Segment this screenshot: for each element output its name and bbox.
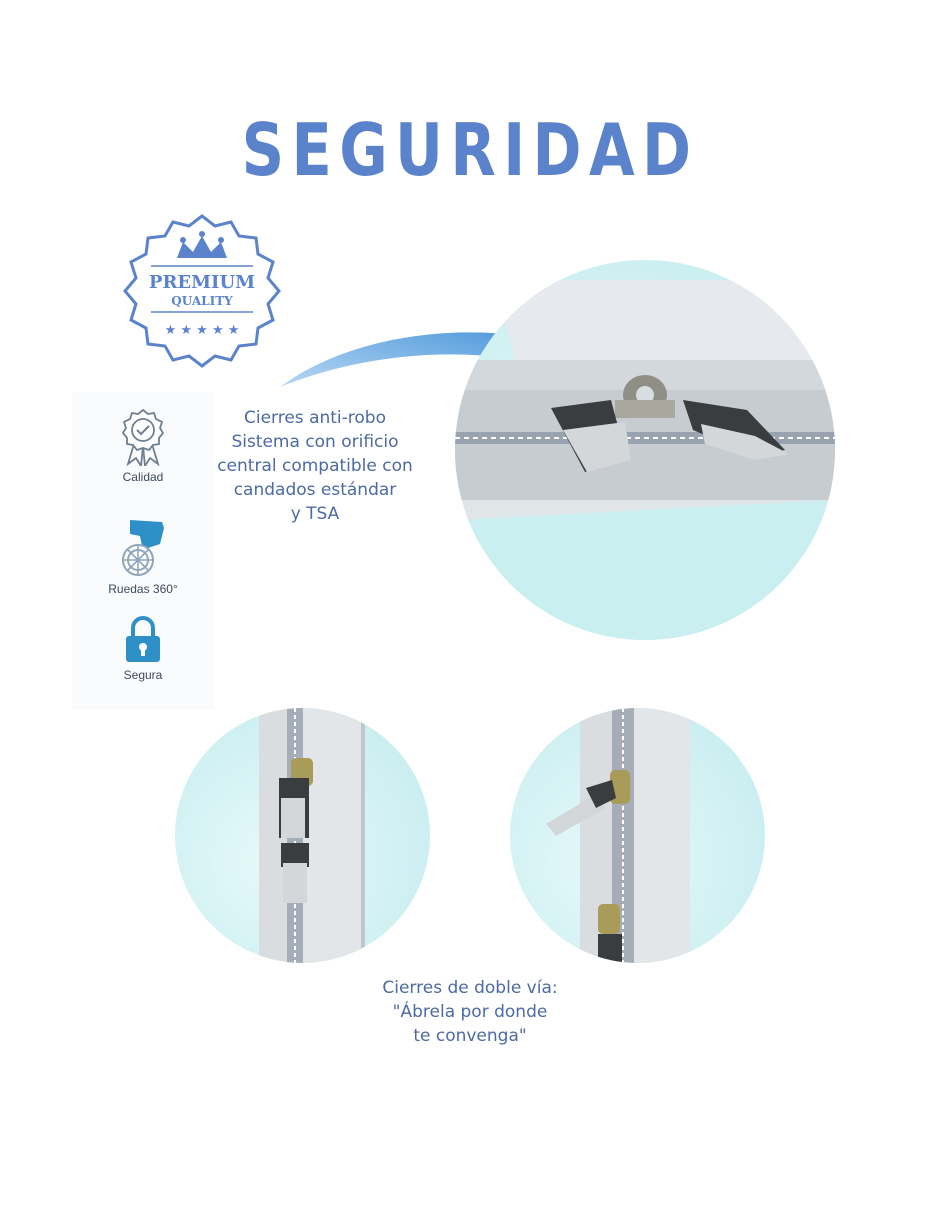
badge-line-premium: PREMIUM	[148, 272, 256, 293]
feature-label-segura: Segura	[123, 668, 163, 682]
zipper-caption-line: Cierres de doble vía:	[382, 978, 558, 998]
badge-line-quality: QUALITY	[171, 294, 233, 308]
feature-label-calidad: Calidad	[122, 470, 164, 484]
feature-label-ruedas: Ruedas 360°	[108, 582, 178, 596]
lock-caption-line: Cierres anti-robo	[243, 408, 386, 428]
zipper-caption-line: "Ábrela por donde	[392, 1002, 548, 1022]
zipper-caption	[350, 976, 590, 1048]
padlock-icon	[123, 616, 163, 664]
feature-segura	[72, 616, 214, 682]
lock-caption-line: Sistema con orificio	[231, 432, 399, 452]
tsa-lock-photo	[455, 260, 835, 640]
premium-quality-badge	[117, 212, 287, 372]
feature-ruedas	[72, 518, 214, 596]
lock-caption-line: y TSA	[290, 504, 340, 524]
lock-caption-line: central compatible con	[217, 456, 413, 476]
wheel-icon	[118, 518, 168, 578]
zipper-open-photo	[510, 708, 765, 963]
lock-caption-line: candados estándar	[233, 480, 397, 500]
zipper-closed-photo	[175, 708, 430, 963]
badge-stars: ★ ★ ★ ★ ★	[164, 323, 240, 338]
feature-calidad	[72, 408, 214, 484]
page-title: SEGURIDAD	[241, 108, 699, 192]
award-ribbon-icon	[120, 408, 166, 466]
feature-icons-panel	[72, 392, 214, 710]
zipper-caption-line: te convenga"	[413, 1026, 527, 1046]
lock-caption	[206, 406, 424, 526]
